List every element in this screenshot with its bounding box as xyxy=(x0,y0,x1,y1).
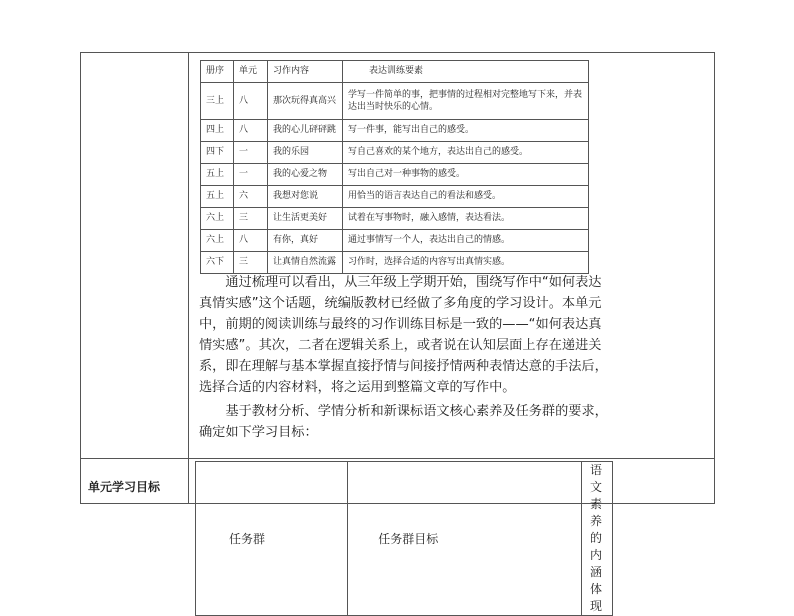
cell-elements: 写出自己对一种事物的感受。 xyxy=(343,164,589,186)
cell-unit: 八 xyxy=(234,230,268,252)
section-label: 单元学习目标 xyxy=(88,480,161,494)
cell-volume: 三上 xyxy=(201,83,234,120)
header-unit: 单元 xyxy=(234,61,268,83)
cell-unit: 一 xyxy=(234,164,268,186)
cell-elements: 写自己喜欢的某个地方，表达出自己的感受。 xyxy=(343,142,589,164)
cell-volume: 六上 xyxy=(201,230,234,252)
cell-volume: 四上 xyxy=(201,120,234,142)
header-elements: 表达训练要素 xyxy=(343,61,589,83)
cell-volume: 五上 xyxy=(201,164,234,186)
table-row xyxy=(201,208,589,230)
table-row xyxy=(201,120,589,142)
cell-content: 让生活更美好 xyxy=(268,208,343,230)
cell-elements: 用恰当的语言表达自己的看法和感受。 xyxy=(343,186,589,208)
task-group-header: 任务群 xyxy=(196,462,348,616)
cell-elements: 写一件事，能写出自己的感受。 xyxy=(343,120,589,142)
cell-unit: 六 xyxy=(234,186,268,208)
cell-volume: 四下 xyxy=(201,142,234,164)
table-row xyxy=(201,83,589,120)
row-divider xyxy=(80,458,715,459)
table-row xyxy=(201,186,589,208)
cell-content: 我的心爱之物 xyxy=(268,164,343,186)
cell-elements: 学写一件简单的事，把事情的过程相对完整地写下来，并表达出当时快乐的心情。 xyxy=(343,83,589,120)
header-volume: 册序 xyxy=(201,61,234,83)
cell-elements: 试着在写事物时，融入感情，表达看法。 xyxy=(343,208,589,230)
goal-intro-text: 基于教材分析、学情分析和新课标语文核心素养及任务群的要求，确定如下学习目标： xyxy=(199,404,608,440)
header-content: 习作内容 xyxy=(268,61,343,83)
table-row xyxy=(201,164,589,186)
cell-volume: 五上 xyxy=(201,186,234,208)
goals-header-row xyxy=(196,462,613,616)
table-row xyxy=(201,252,589,274)
cell-content: 那次玩得真高兴 xyxy=(268,83,343,120)
cell-unit: 三 xyxy=(234,252,268,274)
goals-table xyxy=(195,461,613,616)
cell-unit: 三 xyxy=(234,208,268,230)
cell-content: 有你，真好 xyxy=(268,230,343,252)
task-goal-header: 任务群目标 xyxy=(348,462,582,616)
cell-content: 我的心儿砰砰跳 xyxy=(268,120,343,142)
cell-content: 我的乐园 xyxy=(268,142,343,164)
analysis-paragraph xyxy=(199,272,612,398)
cell-elements: 通过事情写一个人，表达出自己的情感。 xyxy=(343,230,589,252)
cell-unit: 八 xyxy=(234,83,268,120)
table-header-row xyxy=(201,61,589,83)
table-row xyxy=(201,142,589,164)
cell-content: 让真情自然流露 xyxy=(268,252,343,274)
cell-unit: 八 xyxy=(234,120,268,142)
cell-elements: 习作时，选择合适的内容写出真情实感。 xyxy=(343,252,589,274)
cell-volume: 六下 xyxy=(201,252,234,274)
goal-intro-paragraph xyxy=(199,401,612,443)
cell-volume: 六上 xyxy=(201,208,234,230)
writing-units-table xyxy=(200,60,589,274)
literacy-header: 语文素养的内涵体现 xyxy=(581,462,612,616)
table-row xyxy=(201,230,589,252)
column-divider xyxy=(188,52,189,504)
analysis-text: 通过梳理可以看出，从三年级上学期开始，围绕写作中“如何表达真情实感”这个话题，统编版教材已经做了多角度的学习设计。本单元中，前期的阅读训练与最终的习作训练目标是一致的——“如何表达真情实感”。其次，二者在逻辑关系上，或者说在认知层面上存在递进关系，即在理解与基本掌握直接抒情与间接抒情两种表情达意的手法后，选择合适的内容材料，将之运用到整篇文章的写作中。 xyxy=(199,275,608,395)
cell-content: 我想对您说 xyxy=(268,186,343,208)
cell-unit: 一 xyxy=(234,142,268,164)
